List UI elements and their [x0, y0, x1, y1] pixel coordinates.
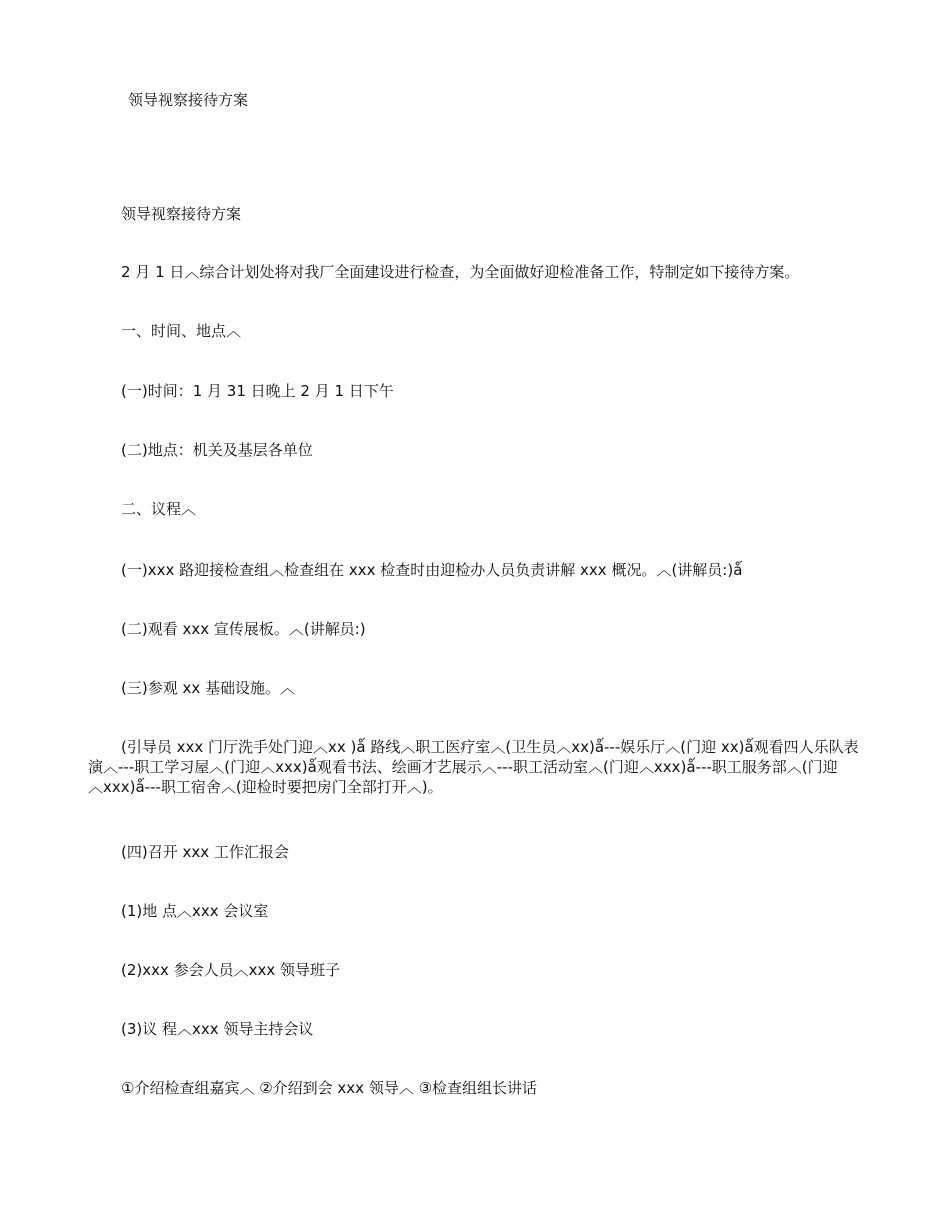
agenda-item-4: (四)召开 xxx 工作汇报会 — [121, 843, 289, 861]
agenda-item-1: (一)xxx 路迎接检查组︿检查组在 xxx 检查时由迎检办人员负责讲解 xxx 概况。︿(讲解员:)ǻ — [121, 561, 743, 579]
section-heading-time-place: 一、时间、地点︿ — [121, 322, 242, 340]
tour-route-paragraph: (引导员 xxx 门厅洗手处门迎︿xx )ǻ 路线︿职工医疗室︿(卫生员︿xx)ǻ---娱乐厅︿(门迎 xx)ǻ观看四人乐队表演︿---职工学习屋︿(门迎︿xxx)ǻ观看书法、绘画才艺展示︿---职工活动室︿(门迎︿xxx)ǻ---职工服务部︿(门迎︿xxx)ǻ---职工宿舍︿(迎检时要把房门全部打开︿)。 — [88, 738, 859, 796]
document-title: 领导视察接待方案 — [121, 205, 242, 223]
section-heading-agenda: 二、议程︿ — [121, 500, 197, 518]
page-header-title: 领导视察接待方案 — [128, 91, 249, 109]
agenda-item-3: (三)参观 xx 基础设施。︿ — [121, 679, 295, 697]
meeting-attendees-line: (2)xxx 参会人员︿xxx 领导班子 — [121, 961, 341, 979]
place-line: (二)地点：机关及基层各单位 — [121, 441, 313, 459]
intro-paragraph: 2 月 1 日︿综合计划处将对我厂全面建设进行检查，为全面做好迎检准备工作，特制定如下接待方案。 — [121, 263, 800, 281]
time-line: (一)时间：1 月 31 日晚上 2 月 1 日下午 — [121, 382, 394, 400]
meeting-place-line: (1)地 点︿xxx 会议室 — [121, 902, 269, 920]
agenda-item-2: (二)观看 xxx 宣传展板。︿(讲解员:) — [121, 620, 366, 638]
meeting-agenda-line: (3)议 程︿xxx 领导主持会议 — [121, 1020, 314, 1038]
agenda-steps-line: ①介绍检查组嘉宾︿ ②介绍到会 xxx 领导︿ ③检查组组长讲话 — [121, 1079, 538, 1097]
